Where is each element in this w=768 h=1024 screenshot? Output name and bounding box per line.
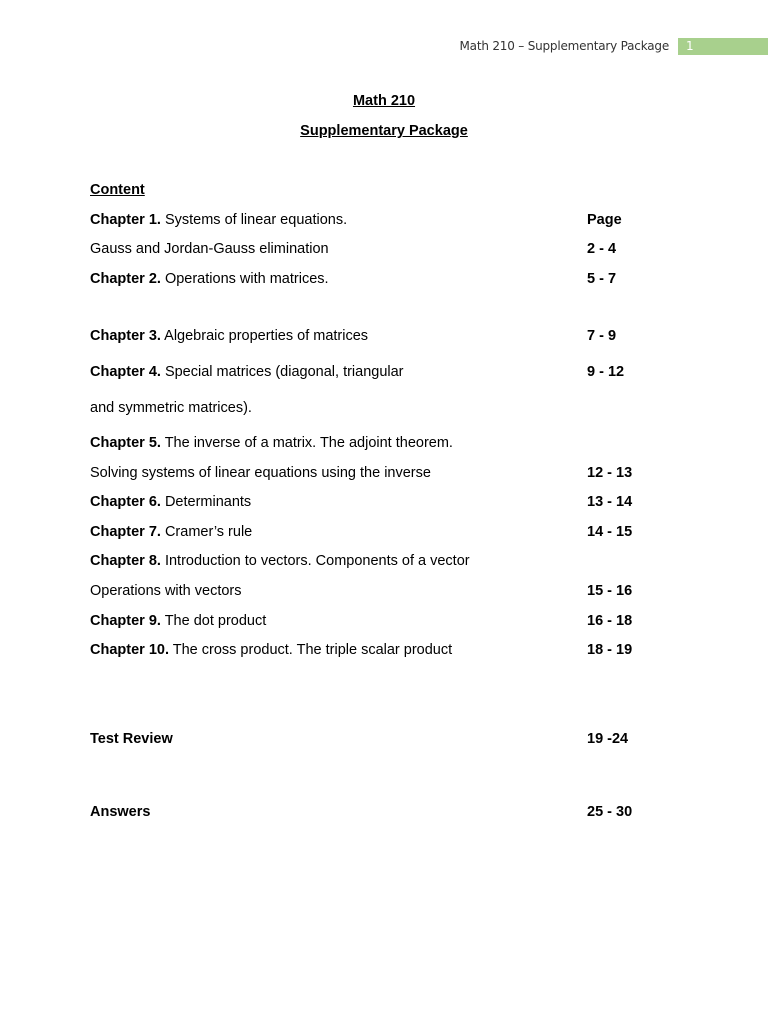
- toc-pages-ch8: 15 - 16: [587, 583, 633, 599]
- chapter-text: The dot product: [160, 613, 267, 629]
- toc-chapter-8-continued: Operations with vectors: [90, 583, 242, 599]
- chapter-label: Chapter 3.: [90, 328, 161, 344]
- toc-pages-ch2: 5 - 7: [587, 271, 617, 287]
- header-title: Math 210 – Supplementary Package: [459, 39, 669, 53]
- chapter-text: The cross product. The triple scalar product: [168, 642, 453, 658]
- chapter-label: Chapter 10.: [90, 642, 169, 658]
- toc-pages-answers: 25 - 30: [587, 804, 633, 820]
- toc-chapter-4-continued: and symmetric matrices).: [90, 400, 252, 416]
- toc-chapter-9: [90, 613, 266, 629]
- chapter-text: Algebraic properties of matrices: [160, 328, 369, 344]
- toc-answers: Answers: [90, 804, 151, 820]
- chapter-label: Chapter 6.: [90, 494, 161, 510]
- chapter-label: Chapter 2.: [90, 271, 161, 287]
- toc-chapter-1: [90, 212, 347, 228]
- toc-chapter-6: [90, 494, 251, 510]
- toc-chapter-1-continued: Gauss and Jordan-Gauss elimination: [90, 241, 329, 257]
- chapter-text: Special matrices (diagonal, triangular: [160, 364, 404, 380]
- toc-chapter-10: [90, 642, 452, 658]
- chapter-label: Chapter 8.: [90, 553, 161, 569]
- toc-pages-ch4: 9 - 12: [587, 364, 625, 380]
- chapter-text: Cramer’s rule: [160, 524, 253, 540]
- toc-chapter-5: [90, 435, 453, 451]
- toc-chapter-8: [90, 553, 470, 569]
- toc-chapter-5-continued: Solving systems of linear equations using the inverse: [90, 465, 431, 481]
- toc-pages-ch9: 16 - 18: [587, 613, 633, 629]
- toc-pages-ch10: 18 - 19: [587, 642, 633, 658]
- toc-chapter-2: [90, 271, 329, 287]
- document-title: Math 210: [352, 93, 416, 109]
- chapter-text: The inverse of a matrix. The adjoint theorem.: [160, 435, 453, 451]
- page-column-heading: Page: [587, 212, 622, 228]
- chapter-label: Chapter 4.: [90, 364, 161, 380]
- toc-chapter-3: [90, 328, 368, 344]
- toc-pages-ch6: 13 - 14: [587, 494, 633, 510]
- page-header: [460, 37, 768, 55]
- toc-pages-ch7: 14 - 15: [587, 524, 633, 540]
- chapter-label: Chapter 7.: [90, 524, 161, 540]
- chapter-text: Determinants: [160, 494, 252, 510]
- chapter-label: Chapter 5.: [90, 435, 161, 451]
- toc-test-review: Test Review: [90, 731, 173, 747]
- toc-pages-ch1: 2 - 4: [587, 241, 617, 257]
- toc-pages-review: 19 -24: [587, 731, 629, 747]
- content-heading: Content: [90, 182, 145, 198]
- toc-pages-ch5: 12 - 13: [587, 465, 633, 481]
- chapter-label: Chapter 1.: [90, 212, 161, 228]
- chapter-label: Chapter 9.: [90, 613, 161, 629]
- document-subtitle: Supplementary Package: [300, 123, 468, 139]
- page-number-badge: 1: [678, 38, 768, 55]
- toc-chapter-4: [90, 364, 404, 380]
- chapter-text: Introduction to vectors. Components of a vector: [160, 553, 470, 569]
- chapter-text: Systems of linear equations.: [160, 212, 348, 228]
- chapter-text: Operations with matrices.: [160, 271, 329, 287]
- toc-chapter-7: [90, 524, 252, 540]
- toc-pages-ch3: 7 - 9: [587, 328, 617, 344]
